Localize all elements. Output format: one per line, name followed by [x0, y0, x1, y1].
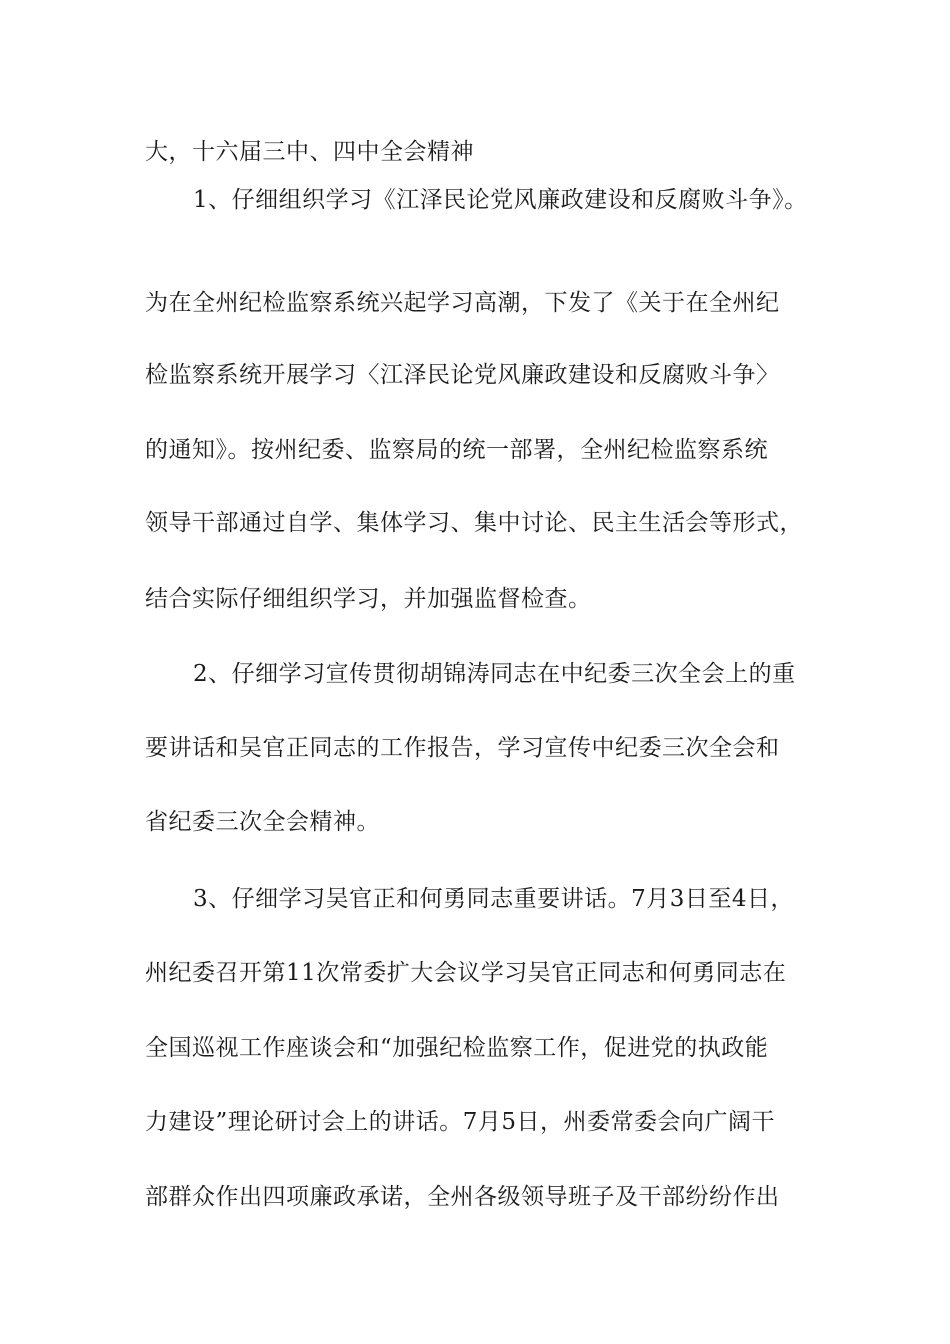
- text-line: 1、仔细组织学习《江泽民论党风廉政建设和反腐败斗争》。: [193, 187, 808, 213]
- text-line: 要讲话和吴官正同志的工作报告，学习宣传中纪委三次全会和: [145, 735, 780, 761]
- text-line: 部群众作出四项廉政承诺，全州各级领导班子及干部纷纷作出: [145, 1184, 780, 1210]
- text-line: 为在全州纪检监察系统兴起学习高潮，下发了《关于在全州纪: [145, 290, 780, 316]
- text-line: 大，十六届三中、四中全会精神: [145, 139, 474, 165]
- text-line: 州纪委召开第11次常委扩大会议学习吴官正同志和何勇同志在: [145, 960, 787, 986]
- text-line: 检监察系统开展学习〈江泽民论党风廉政建设和反腐败斗争〉: [145, 362, 780, 388]
- text-line: 结合实际仔细组织学习，并加强监督检查。: [145, 586, 592, 612]
- text-line: 的通知》。按州纪委、监察局的统一部署，全州纪检监察系统: [145, 437, 768, 463]
- text-line: 3、仔细学习吴官正和何勇同志重要讲话。7月3日至4日，: [193, 886, 795, 912]
- text-line: 领导干部通过自学、集体学习、集中讨论、民主生活会等形式，: [145, 510, 803, 536]
- text-line: 全国巡视工作座谈会和“加强纪检监察工作，促进党的执政能: [145, 1035, 769, 1061]
- text-line: 2、仔细学习宣传贯彻胡锦涛同志在中纪委三次全会上的重: [193, 661, 796, 687]
- text-line: 力建设”理论研讨会上的讲话。7月5日，州委常委会向广阔干: [145, 1109, 776, 1135]
- text-line: 省纪委三次全会精神。: [145, 809, 380, 835]
